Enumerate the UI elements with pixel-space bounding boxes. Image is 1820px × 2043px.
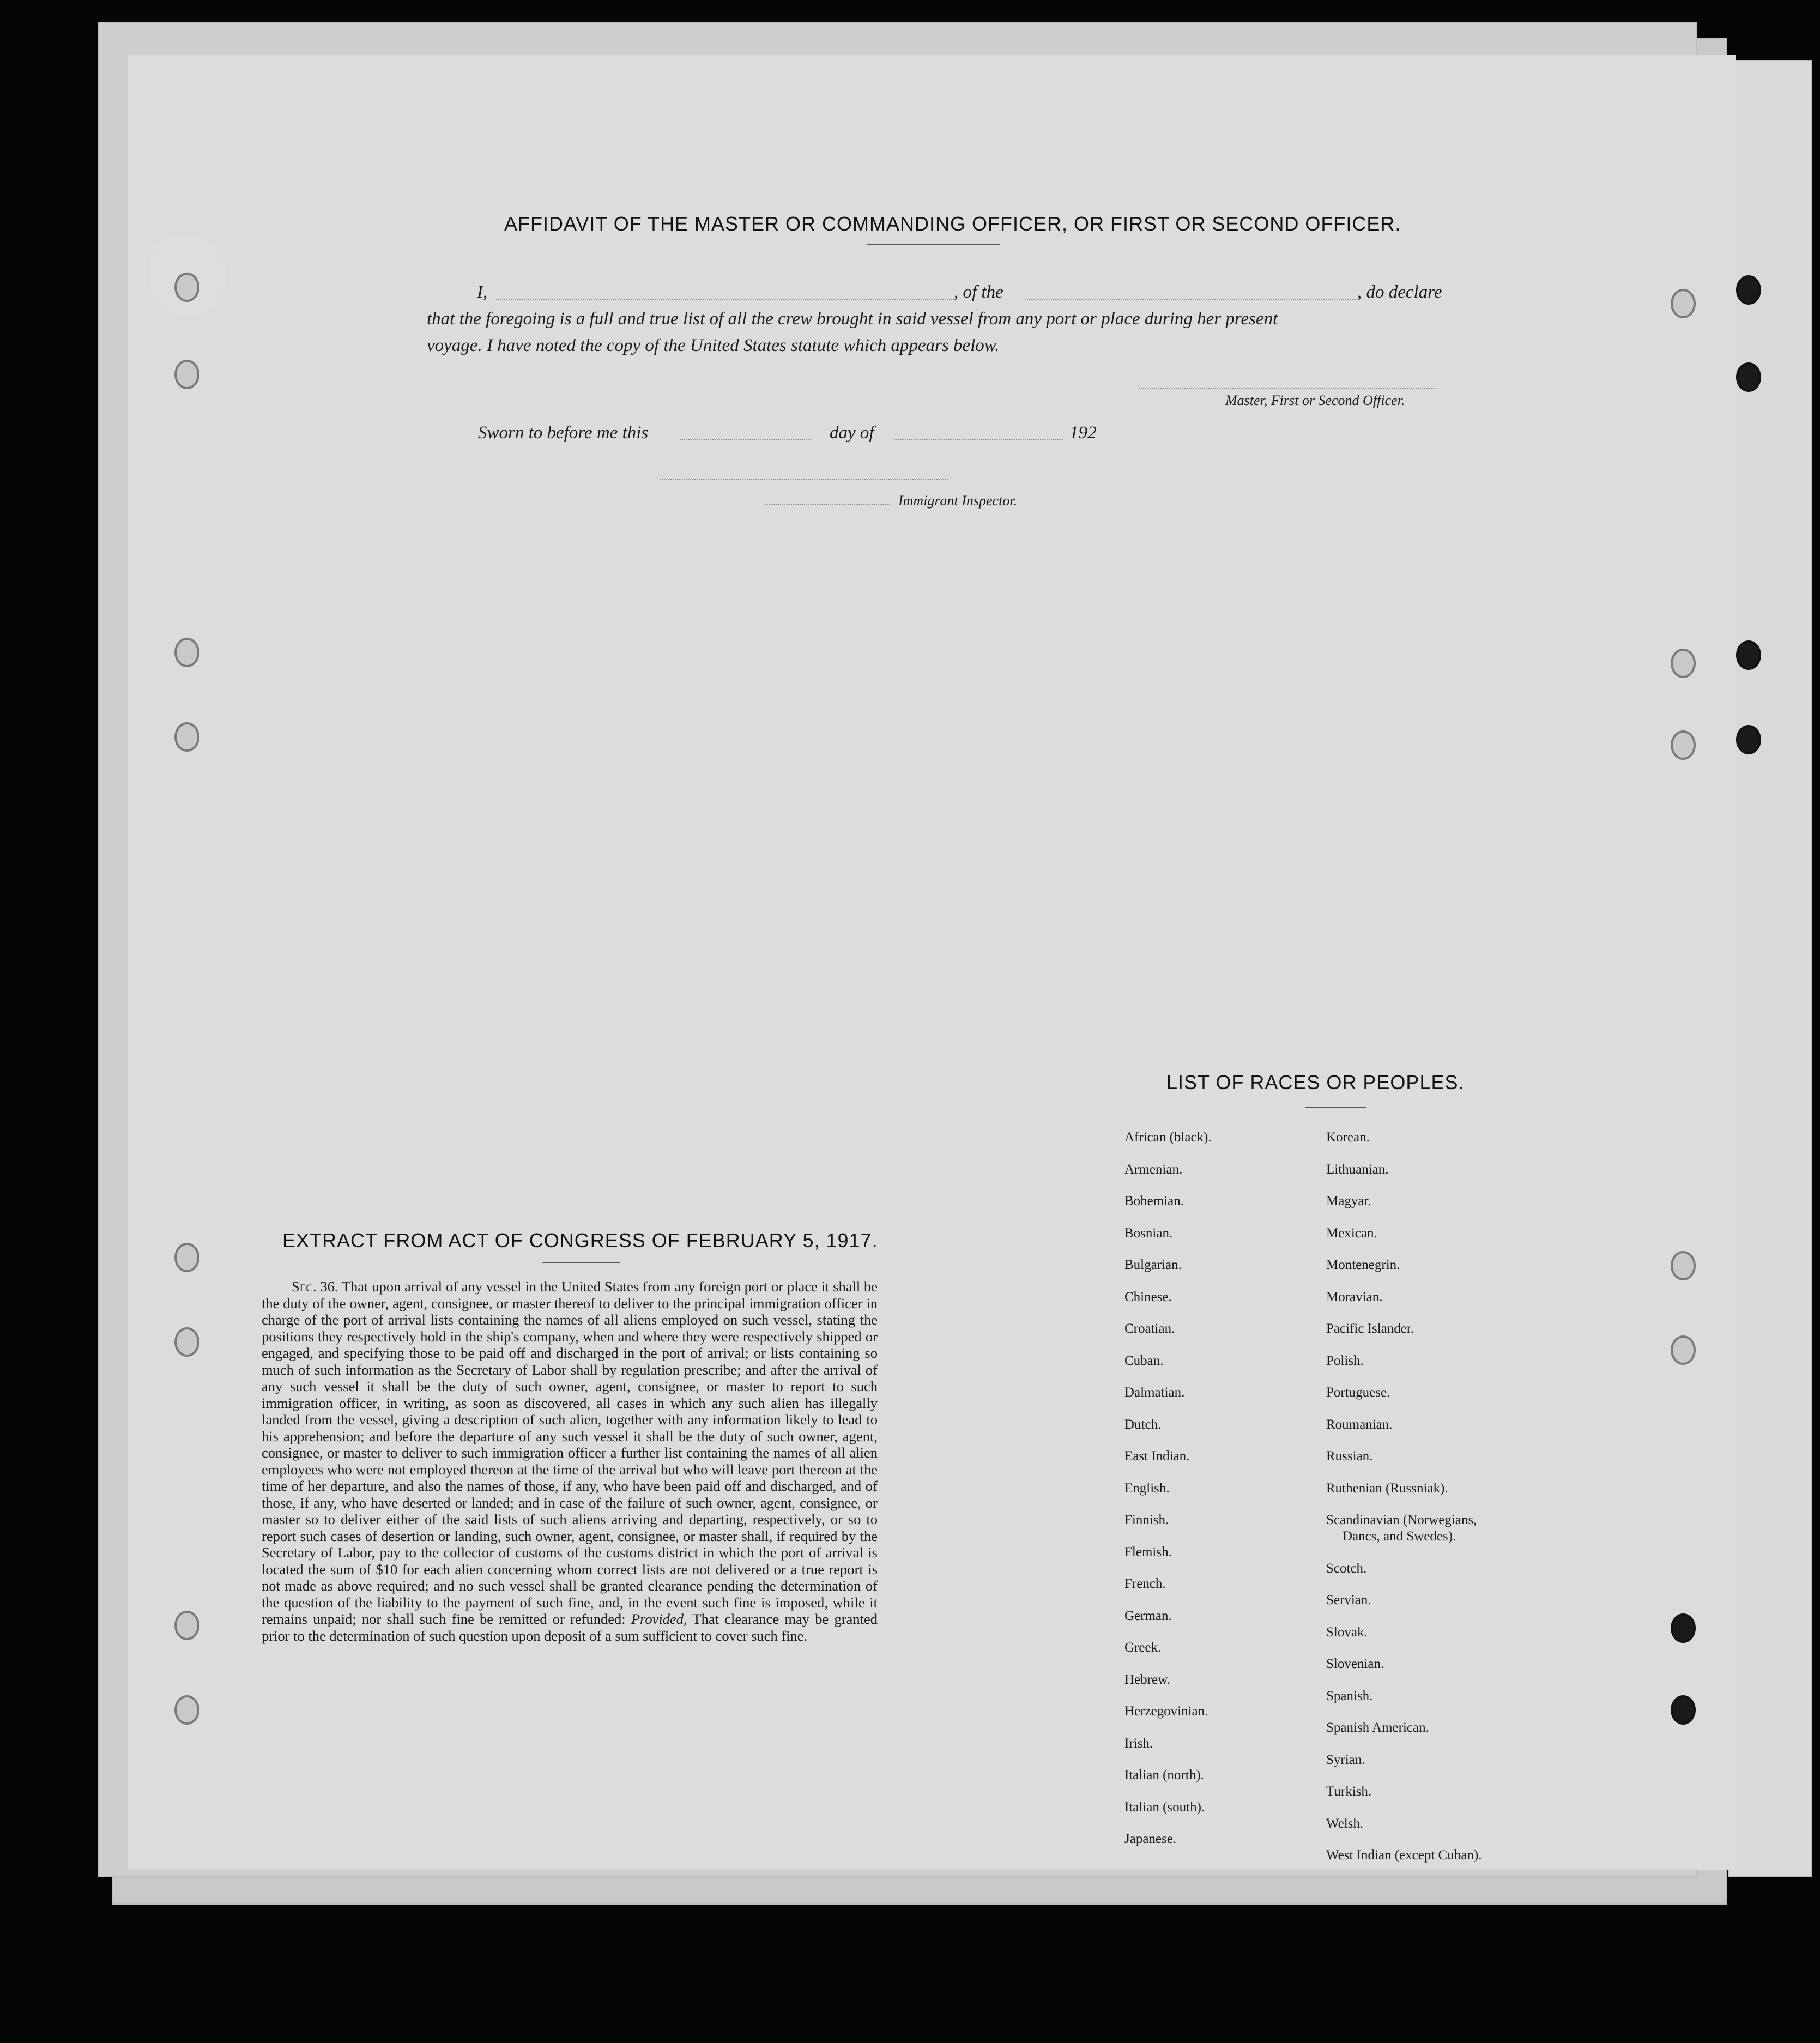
- race-item: Dutch.: [1124, 1417, 1162, 1432]
- race-item: Spanish American.: [1326, 1720, 1429, 1735]
- title-underline: [867, 244, 1000, 245]
- inspector-name-blank[interactable]: [765, 504, 890, 505]
- race-item: Pacific Islander.: [1326, 1321, 1414, 1336]
- punch-hole: [1671, 1695, 1696, 1725]
- race-item: Korean.: [1326, 1130, 1370, 1145]
- title-underline: [1305, 1107, 1366, 1108]
- race-item: Syrian.: [1326, 1752, 1365, 1767]
- inspector-caption: Immigrant Inspector.: [898, 493, 1018, 509]
- punch-hole: [174, 722, 199, 752]
- race-item: Chinese.: [1124, 1289, 1172, 1304]
- punch-hole: [1671, 289, 1696, 318]
- race-item: Welsh.: [1326, 1816, 1364, 1831]
- declaration-of-the: , of the: [954, 282, 1003, 302]
- punch-hole: [1736, 640, 1761, 670]
- extract-text-2: That clearance may be granted prior to the determination of such question upon deposit of a sum sufficient to cover such fine.: [262, 1611, 878, 1644]
- race-item: Cuban.: [1124, 1353, 1164, 1368]
- race-item: West Indian (except Cuban).: [1326, 1848, 1482, 1863]
- month-blank[interactable]: [894, 439, 1063, 440]
- race-item: Spanish.: [1326, 1688, 1373, 1703]
- race-item: Roumanian.: [1326, 1417, 1393, 1432]
- race-item: Flemish.: [1124, 1544, 1172, 1560]
- race-item: Herzegovinian.: [1124, 1704, 1208, 1719]
- sworn-year: 192: [1069, 423, 1097, 443]
- punch-hole: [1671, 730, 1696, 760]
- race-item: Slovak.: [1326, 1624, 1368, 1640]
- punch-hole: [174, 638, 199, 667]
- punch-hole: [1736, 275, 1761, 305]
- race-item: Italian (south).: [1124, 1799, 1205, 1815]
- underlying-sheet-edge: [1728, 60, 1812, 1877]
- race-item: Ruthenian (Russniak).: [1326, 1480, 1448, 1496]
- sworn-prefix: Sworn to before me this: [478, 423, 649, 443]
- punch-hole: [174, 1243, 199, 1272]
- race-item: Croatian.: [1124, 1321, 1175, 1336]
- signature-blank[interactable]: [1139, 388, 1436, 389]
- race-item: Bosnian.: [1124, 1225, 1173, 1241]
- punch-hole: [174, 273, 199, 302]
- day-blank[interactable]: [680, 439, 811, 440]
- races-title: LIST OF RACES OR PEOPLES.: [1166, 1071, 1465, 1093]
- sworn-day-of: day of: [830, 423, 874, 443]
- race-item: Polish.: [1326, 1353, 1364, 1368]
- signature-caption: Master, First or Second Officer.: [1225, 392, 1405, 408]
- race-item: Mexican.: [1326, 1225, 1377, 1241]
- punch-hole: [174, 1695, 199, 1725]
- extract-provided: Provided,: [631, 1611, 687, 1627]
- punch-hole: [174, 360, 199, 389]
- punch-hole: [1671, 1613, 1696, 1643]
- extract-title: EXTRACT FROM ACT OF CONGRESS OF FEBRUARY 5, 1917.: [282, 1229, 878, 1252]
- inspector-signature-blank[interactable]: [660, 479, 948, 480]
- race-item: Dancs, and Swedes).: [1343, 1529, 1456, 1544]
- race-item: East Indian.: [1124, 1449, 1190, 1464]
- punch-hole: [174, 1327, 199, 1357]
- race-item: Scandinavian (Norwegians,: [1326, 1513, 1477, 1527]
- race-item: French.: [1124, 1576, 1166, 1591]
- race-item: Lithuanian.: [1326, 1162, 1389, 1177]
- race-item: German.: [1124, 1608, 1172, 1623]
- declaration-do-declare: , do declare: [1357, 282, 1442, 302]
- race-item: Montenegrin.: [1326, 1258, 1400, 1272]
- race-item: Servian.: [1326, 1593, 1371, 1607]
- race-item: Magyar.: [1326, 1194, 1371, 1208]
- punch-hole: [1671, 1335, 1696, 1365]
- declaration-i: I,: [477, 282, 488, 302]
- race-item: Japanese.: [1124, 1832, 1177, 1846]
- name-blank[interactable]: [496, 299, 954, 300]
- declaration-line-2: that the foregoing is a full and true list of all the crew brought in said vessel from any port or place during her present: [427, 309, 1278, 329]
- punch-hole: [1671, 1251, 1696, 1280]
- race-item: Scotch.: [1326, 1561, 1367, 1576]
- race-item: African (black).: [1124, 1130, 1212, 1145]
- section-label: Sec. 36.: [292, 1278, 338, 1295]
- declaration-line-3: voyage. I have noted the copy of the United States statute which appears below.: [427, 336, 1000, 355]
- race-item: Moravian.: [1326, 1289, 1383, 1304]
- race-item: English.: [1124, 1480, 1170, 1496]
- punch-hole: [1671, 649, 1696, 678]
- race-item: Russian.: [1326, 1449, 1373, 1464]
- race-item: Finnish.: [1124, 1513, 1169, 1527]
- race-item: Portuguese.: [1326, 1385, 1390, 1400]
- race-item: Bohemian.: [1124, 1194, 1184, 1208]
- affidavit-title: AFFIDAVIT OF THE MASTER OR COMMANDING OFFICER, OR FIRST OR SECOND OFFICER.: [504, 213, 1401, 235]
- punch-hole: [1736, 362, 1761, 392]
- punch-hole: [174, 1611, 199, 1640]
- race-item: Armenian.: [1124, 1162, 1183, 1177]
- extract-body: [262, 1278, 878, 1644]
- title-underline: [542, 1262, 620, 1263]
- extract-text-1: That upon arrival of any vessel in the United States from any foreign port or place it shall be the duty of the owner, agent, consignee, or master thereof to deliver to the principal immigration officer in charge of the port of arrival lists containing the names of all aliens employed on such vessel, stating the positions they respectively hold in the ship's company, when and where they were respectively shipped or engaged, and specifying those to be paid off and discharged in the port of arrival; or lists containing so much of such information as the Secretary of Labor shall by regulation prescribe; and after the arrival of any such vessel it shall be the duty of such owner, agent, consignee, or master to report to such immigration officer, in writing, as soon as discovered, all cases in which any such alien has illegally landed from the vessel, giving a description of such alien, together with any information likely to lead to his apprehension; and before the departure of any such vessel it shall be the duty of such owner, agent, consignee, or master to deliver to such immigration officer a further list containing the names of all alien employees who were not employed thereon at the time of the arrival but who will leave port thereon at the time of her departure, and also the names of those, if any, who have been paid off and discharged, and of those, if any, who have deserted or landed; and in case of the failure of such owner, agent, consignee, or master so to deliver either of the said lists of such aliens arriving and departing, respectively, or so to report such cases of desertion or landing, such owner, agent, consignee, or master shall, if required by the Secretary of Labor, pay to the collector of customs of the customs district in which the port of arrival is located the sum of $10 for each alien concerning whom correct lists are not delivered or a true report is not made as above required; and no such vessel shall be granted clearance pending the determination of the question of the liability to the payment of such fine, and, in the event such fine is imposed, while it remains unpaid; nor shall such fine be remitted or refunded:: [262, 1278, 878, 1627]
- punch-hole: [1736, 725, 1761, 754]
- race-item: Greek.: [1124, 1640, 1162, 1655]
- race-item: Slovenian.: [1326, 1657, 1384, 1671]
- race-item: Bulgarian.: [1124, 1258, 1182, 1272]
- race-item: Irish.: [1124, 1736, 1153, 1751]
- race-item: Turkish.: [1326, 1784, 1372, 1799]
- vessel-blank[interactable]: [1025, 299, 1357, 300]
- race-item: Italian (north).: [1124, 1768, 1204, 1782]
- race-item: Hebrew.: [1124, 1672, 1170, 1687]
- race-item: Dalmatian.: [1124, 1385, 1185, 1400]
